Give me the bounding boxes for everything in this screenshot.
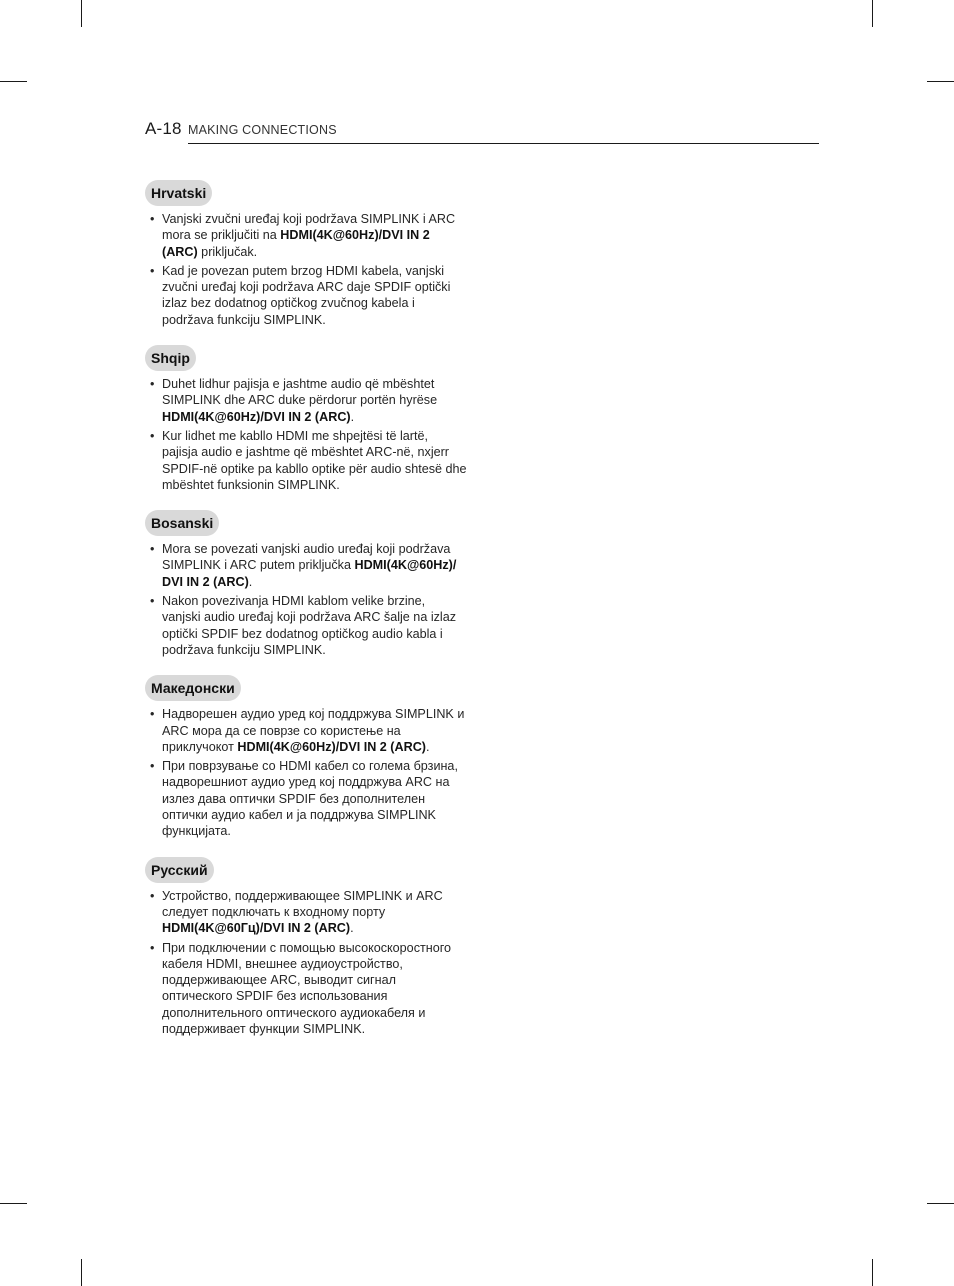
bullet-list xyxy=(145,541,475,658)
crop-mark-top-right-vertical xyxy=(872,0,873,27)
bullet-text: При поврзување со HDMI кабел со голема брзина, надворешниот аудио уред кој поддржува ARC на излез дава оптички SPDIF без дополнителен оптички аудио кабел и ја поддржува SIMPLINK функцијата. xyxy=(162,759,458,839)
list-item xyxy=(145,888,467,937)
crop-mark-top-left-horizontal xyxy=(0,81,27,82)
bullet-text: Duhet lidhur pajisja e jashtme audio që mbështet SIMPLINK dhe ARC duke përdorur portën hyrëse xyxy=(162,377,438,408)
list-item xyxy=(145,758,467,839)
bullet-list xyxy=(145,211,475,328)
bullet-text-end: priključak. xyxy=(197,244,258,259)
list-item xyxy=(145,211,467,260)
list-item xyxy=(145,593,467,658)
language-sections xyxy=(145,180,475,1054)
bullet-text: Устройство, поддерживающее SIMPLINK и ARC следует подключать к входному порту xyxy=(162,888,443,919)
language-heading: Русский xyxy=(145,857,214,883)
bullet-text: Vanjski zvučni uređaj koji podržava SIMPLINK i ARC mora se priključiti na xyxy=(162,212,456,243)
list-item xyxy=(145,263,467,328)
language-heading: Shqip xyxy=(145,345,196,371)
language-section-russkiy xyxy=(145,857,475,1038)
bullet-icon: • xyxy=(150,594,155,609)
crop-mark-bottom-left-horizontal xyxy=(0,1203,27,1204)
language-section-hrvatski xyxy=(145,180,475,328)
language-section-bosanski xyxy=(145,510,475,658)
crop-mark-bottom-left-vertical xyxy=(81,1259,82,1286)
bullet-text-end: . xyxy=(248,574,253,589)
bullet-text: Kad je povezan putem brzog HDMI kabela, vanjski zvučni uređaj koji podržava ARC daje SPDIF optički izlaz bez dodatnog optičkog zvučnog kabela i podržava funkciju SIMPLINK. xyxy=(162,263,451,327)
bullet-text: Mora se povezati vanjski audio uređaj koji podržava SIMPLINK i ARC putem priključka xyxy=(162,542,451,573)
bullet-icon: • xyxy=(150,542,155,557)
bullet-text: При подключении с помощью высокоскоростного кабеля HDMI, внешнее аудиоустройство, поддерживающее ARC, выводит сигнал оптического SPDIF без использования дополнительного оптического аудиокабеля и поддерживает функции SIMPLINK. xyxy=(162,940,452,1036)
bullet-icon: • xyxy=(150,428,155,443)
list-item xyxy=(145,376,467,425)
bullet-text: Надворешен аудио уред кој поддржува SIMPLINK и ARC мора да се поврзе со користење на приклучокот xyxy=(162,707,465,754)
bullet-icon: • xyxy=(150,212,155,226)
section-title: MAKING CONNECTIONS xyxy=(188,123,337,137)
language-section-makedonski xyxy=(145,675,475,839)
crop-mark-bottom-right-vertical xyxy=(872,1259,873,1286)
bullet-icon: • xyxy=(150,940,155,955)
bullet-text-end: . xyxy=(425,739,430,754)
bullet-list xyxy=(145,706,475,839)
crop-mark-top-right-horizontal xyxy=(927,81,954,82)
bullet-text: Nakon povezivanja HDMI kablom velike brzine, vanjski audio uređaj koji podržava ARC šalje na izlaz optički SPDIF bez dodatnog optičkog audio kabla i podržava funkciju SIMPLINK. xyxy=(162,594,457,657)
language-section-shqip xyxy=(145,345,475,493)
page-number: A-18 xyxy=(145,119,182,138)
bullet-icon: • xyxy=(150,888,155,903)
bullet-list xyxy=(145,888,475,1038)
header-divider xyxy=(188,143,819,144)
language-heading: Македонски xyxy=(145,675,241,701)
bullet-text-bold: HDMI(4K@60Гц)/DVI IN 2 (ARC) xyxy=(162,921,351,936)
language-heading: Hrvatski xyxy=(145,180,212,206)
bullet-icon: • xyxy=(150,263,155,278)
crop-mark-bottom-right-horizontal xyxy=(927,1203,954,1204)
list-item xyxy=(145,541,467,590)
language-heading: Bosanski xyxy=(145,510,219,536)
page-header xyxy=(145,119,819,145)
bullet-text-end: . xyxy=(350,409,355,424)
bullet-text-end: . xyxy=(350,921,354,936)
bullet-text-bold: HDMI(4K@60Hz)/DVI IN 2 (ARC) xyxy=(162,228,430,259)
bullet-text-bold: HDMI(4K@60Hz)/ DVI IN 2 (ARC) xyxy=(162,558,457,589)
bullet-icon: • xyxy=(150,377,155,392)
list-item xyxy=(145,940,467,1038)
bullet-list xyxy=(145,376,475,493)
bullet-text: Kur lidhet me kabllo HDMI me shpejtësi të lartë, pajisja audio e jashtme që mbështet ARC-në, nxjerr SPDIF-në optike pa kabllo optike për audio shtesë dhe mbështet funksionin SIMPLINK. xyxy=(162,428,467,492)
bullet-text-bold: HDMI(4K@60Hz)/DVI IN 2 (ARC) xyxy=(237,739,426,754)
bullet-text-bold: HDMI(4K@60Hz)/DVI IN 2 (ARC) xyxy=(162,409,351,424)
list-item xyxy=(145,428,467,493)
crop-mark-top-left-vertical xyxy=(81,0,82,27)
list-item xyxy=(145,706,467,755)
bullet-icon: • xyxy=(150,707,155,722)
bullet-icon: • xyxy=(150,759,155,774)
